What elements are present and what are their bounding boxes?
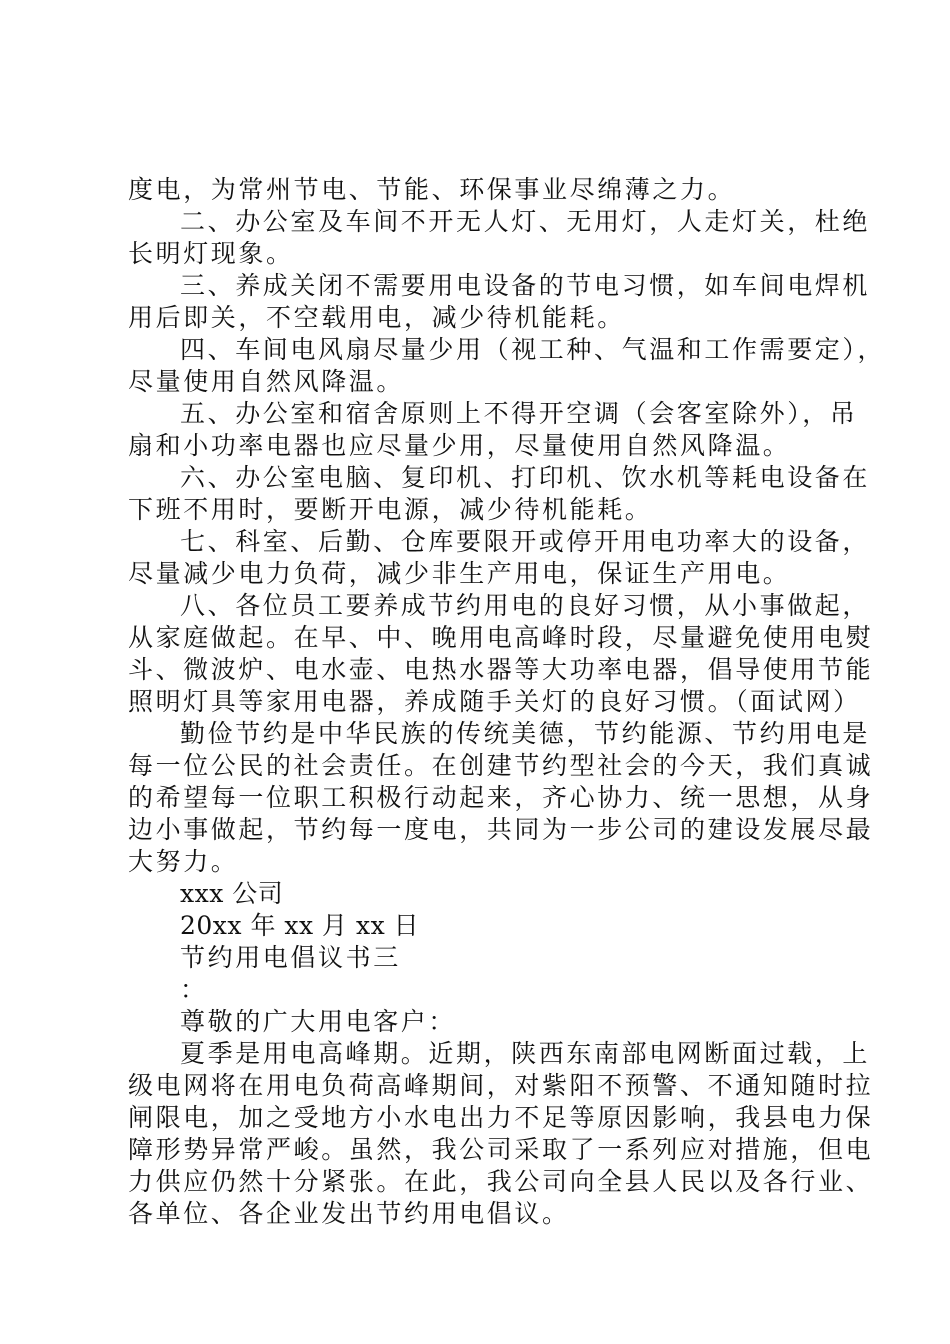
text-line: 力供应仍然十分紧张。在此，我公司向全县人民以及各行业、 [128, 1167, 874, 1196]
text-line: 闸限电，加之受地方小水电出力不足等原因影响，我县电力保 [128, 1103, 874, 1132]
text-line: 照明灯具等家用电器，养成随手关灯的良好习惯。（面试网） [128, 687, 861, 716]
signature-company: xxx 公司 [180, 879, 284, 908]
text-line: 长明灯现象。 [128, 239, 294, 268]
text-line: 八、各位员工要养成节约用电的良好习惯，从小事做起， [180, 591, 871, 620]
text-line: 夏季是用电高峰期。近期，陕西东南部电网断面过载，上 [180, 1039, 871, 1068]
text-line: 下班不用时，要断开电源，减少待机能耗。 [128, 495, 653, 524]
text-line: 五、办公室和宿舍原则上不得开空调（会客室除外），吊 [180, 399, 858, 428]
text-line: 度电，为常州节电、节能、环保事业尽绵薄之力。 [128, 175, 736, 204]
text-line: 从家庭做起。在早、中、晚用电高峰时段，尽量避免使用电熨 [128, 623, 874, 652]
text-line: 的希望每一位职工积极行动起来，齐心协力、统一思想，从身 [128, 783, 874, 812]
text-line: 六、办公室电脑、复印机、打印机、饮水机等耗电设备在 [180, 463, 871, 492]
text-line: 三、养成关闭不需要用电设备的节电习惯，如车间电焊机 [180, 271, 871, 300]
text-line: 尽量使用自然风降温。 [128, 367, 405, 396]
text-line: 尽量减少电力负荷，减少非生产用电，保证生产用电。 [128, 559, 791, 588]
text-line: 边小事做起，节约每一度电，共同为一步公司的建设发展尽最 [128, 815, 874, 844]
text-line: 大努力。 [128, 847, 239, 876]
text-line: 七、科室、后勤、仓库要限开或停开用电功率大的设备， [180, 527, 871, 556]
text-line: 每一位公民的社会责任。在创建节约型社会的今天，我们真诚 [128, 751, 874, 780]
salutation: 尊敬的广大用电客户： [180, 1007, 457, 1036]
text-line: 扇和小功率电器也应尽量少用，尽量使用自然风降温。 [128, 431, 791, 460]
text-line: 级电网将在用电负荷高峰期间，对紫阳不预警、不通知随时拉 [128, 1071, 874, 1100]
text-line: 斗、微波炉、电水壶、电热水器等大功率电器，倡导使用节能 [128, 655, 874, 684]
signature-date: 20xx 年 xx 月 xx 日 [180, 911, 420, 940]
text-line: 各单位、各企业发出节约用电倡议。 [128, 1199, 570, 1228]
text-line: 勤俭节约是中华民族的传统美德，节约能源、节约用电是 [180, 719, 871, 748]
text-line: 用后即关，不空载用电，减少待机能耗。 [128, 303, 625, 332]
text-line: 四、车间电风扇尽量少用（视工种、气温和工作需要定）， [180, 335, 886, 364]
text-line: 障形势异常严峻。虽然，我公司采取了一系列应对措施，但电 [128, 1135, 874, 1164]
section-title: 节约用电倡议书三 [180, 943, 401, 972]
text-line: ： [180, 975, 208, 1004]
text-line: 二、办公室及车间不开无人灯、无用灯，人走灯关，杜绝 [180, 207, 871, 236]
